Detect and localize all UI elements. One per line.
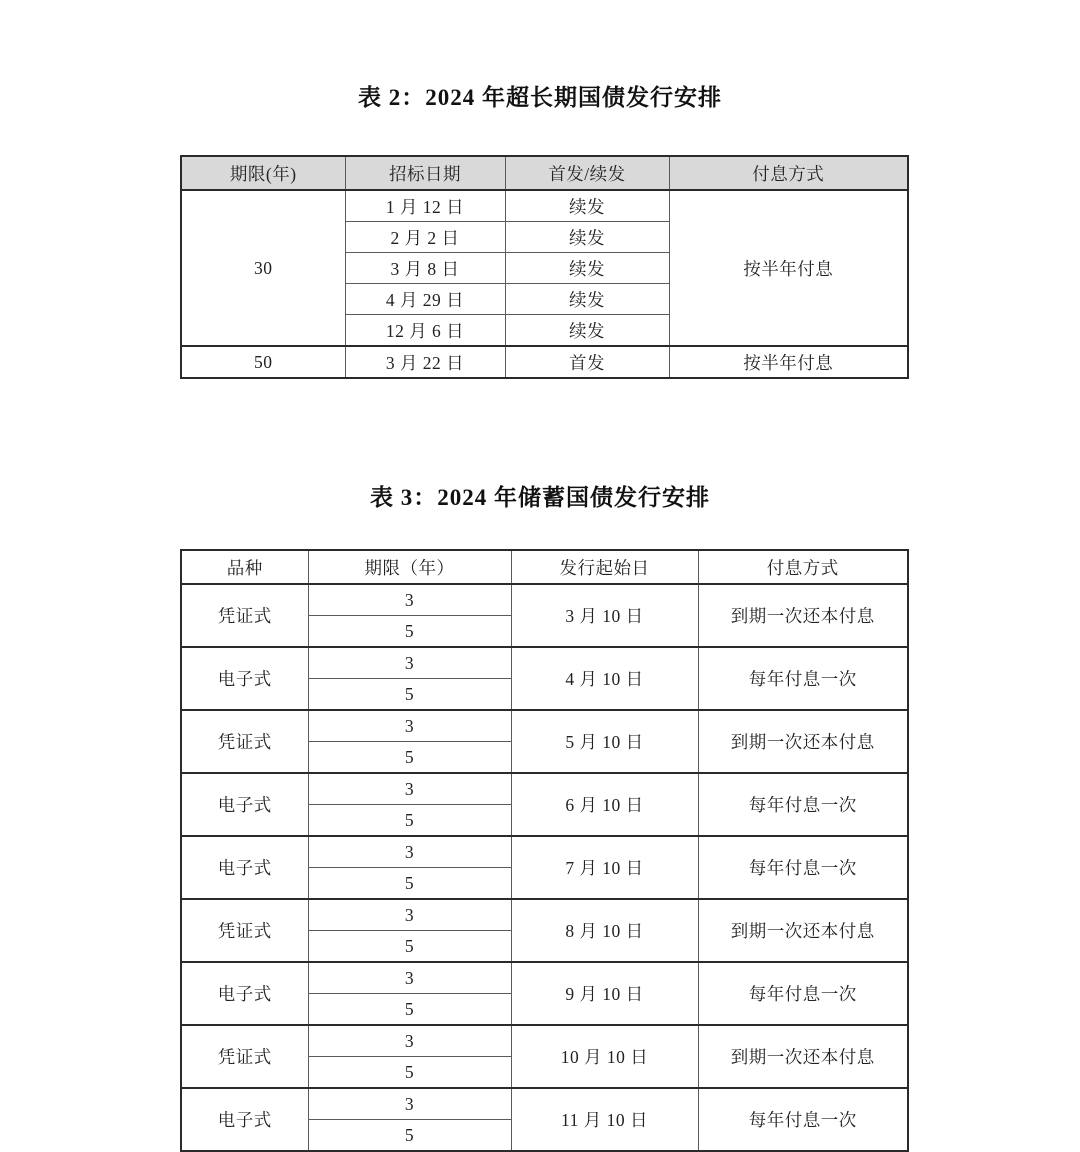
payment-cell: 每年付息一次 [698, 647, 908, 710]
table-row [181, 1088, 908, 1120]
term-cell: 5 [308, 868, 511, 900]
term-cell: 5 [308, 1057, 511, 1089]
term-cell: 5 [308, 805, 511, 837]
term-cell: 3 [308, 773, 511, 805]
term-cell: 3 [308, 899, 511, 931]
payment-cell: 到期一次还本付息 [698, 1025, 908, 1088]
start-date-cell: 8 月 10 日 [511, 899, 698, 962]
bond-type-cell: 凭证式 [181, 899, 308, 962]
bid-date-cell: 2 月 2 日 [345, 222, 505, 253]
bond-type-cell: 凭证式 [181, 710, 308, 773]
payment-cell: 每年付息一次 [698, 1088, 908, 1151]
term-cell: 30 [181, 190, 345, 346]
table-row [181, 773, 908, 805]
table-row [181, 1025, 908, 1057]
bid-date-cell: 12 月 6 日 [345, 315, 505, 347]
term-cell: 3 [308, 710, 511, 742]
table-row [181, 584, 908, 616]
ultra-long-term-bond-table [180, 155, 909, 379]
term-cell: 3 [308, 962, 511, 994]
term-cell: 5 [308, 994, 511, 1026]
start-date-cell: 9 月 10 日 [511, 962, 698, 1025]
payment-cell: 按半年付息 [669, 190, 908, 346]
bond-type-cell: 凭证式 [181, 584, 308, 647]
table-row [181, 190, 908, 222]
table2-title: 表 2：2024 年超长期国债发行安排 [358, 85, 722, 110]
bond-type-cell: 凭证式 [181, 1025, 308, 1088]
table-row [181, 647, 908, 679]
issue-type-cell: 续发 [505, 190, 669, 222]
issue-type-cell: 续发 [505, 315, 669, 347]
table-row [181, 962, 908, 994]
start-date-cell: 5 月 10 日 [511, 710, 698, 773]
bond-type-cell: 电子式 [181, 836, 308, 899]
start-date-cell: 10 月 10 日 [511, 1025, 698, 1088]
table3-col-type: 品种 [181, 550, 308, 584]
issue-type-cell: 首发 [505, 346, 669, 378]
payment-cell: 按半年付息 [669, 346, 908, 378]
term-cell: 3 [308, 584, 511, 616]
table2-col-issue-type: 首发/续发 [505, 156, 669, 190]
term-cell: 5 [308, 742, 511, 774]
term-cell: 5 [308, 931, 511, 963]
table2-col-payment: 付息方式 [669, 156, 908, 190]
bond-type-cell: 电子式 [181, 1088, 308, 1151]
payment-cell: 到期一次还本付息 [698, 584, 908, 647]
table3-col-term: 期限（年） [308, 550, 511, 584]
term-cell: 3 [308, 1088, 511, 1120]
payment-cell: 每年付息一次 [698, 962, 908, 1025]
table-row [181, 710, 908, 742]
table3-header-row [181, 550, 908, 584]
term-cell: 5 [308, 1120, 511, 1152]
bond-type-cell: 电子式 [181, 962, 308, 1025]
payment-cell: 每年付息一次 [698, 836, 908, 899]
term-cell: 3 [308, 1025, 511, 1057]
start-date-cell: 6 月 10 日 [511, 773, 698, 836]
bond-type-cell: 电子式 [181, 647, 308, 710]
term-cell: 5 [308, 679, 511, 711]
term-cell: 50 [181, 346, 345, 378]
start-date-cell: 7 月 10 日 [511, 836, 698, 899]
table-row [181, 899, 908, 931]
start-date-cell: 11 月 10 日 [511, 1088, 698, 1151]
term-cell: 3 [308, 647, 511, 679]
issue-type-cell: 续发 [505, 284, 669, 315]
table3-col-payment: 付息方式 [698, 550, 908, 584]
table-row [181, 836, 908, 868]
savings-bond-table [180, 549, 909, 1152]
payment-cell: 到期一次还本付息 [698, 899, 908, 962]
table2-col-term: 期限(年) [181, 156, 345, 190]
issue-type-cell: 续发 [505, 222, 669, 253]
bid-date-cell: 3 月 22 日 [345, 346, 505, 378]
table3-col-start-date: 发行起始日 [511, 550, 698, 584]
table3-title: 表 3：2024 年储蓄国债发行安排 [370, 485, 710, 510]
start-date-cell: 4 月 10 日 [511, 647, 698, 710]
table2-header-row [181, 156, 908, 190]
bid-date-cell: 3 月 8 日 [345, 253, 505, 284]
payment-cell: 到期一次还本付息 [698, 710, 908, 773]
start-date-cell: 3 月 10 日 [511, 584, 698, 647]
payment-cell: 每年付息一次 [698, 773, 908, 836]
table2-col-bid-date: 招标日期 [345, 156, 505, 190]
term-cell: 5 [308, 616, 511, 648]
bid-date-cell: 4 月 29 日 [345, 284, 505, 315]
bond-type-cell: 电子式 [181, 773, 308, 836]
table-row [181, 346, 908, 378]
term-cell: 3 [308, 836, 511, 868]
bid-date-cell: 1 月 12 日 [345, 190, 505, 222]
issue-type-cell: 续发 [505, 253, 669, 284]
